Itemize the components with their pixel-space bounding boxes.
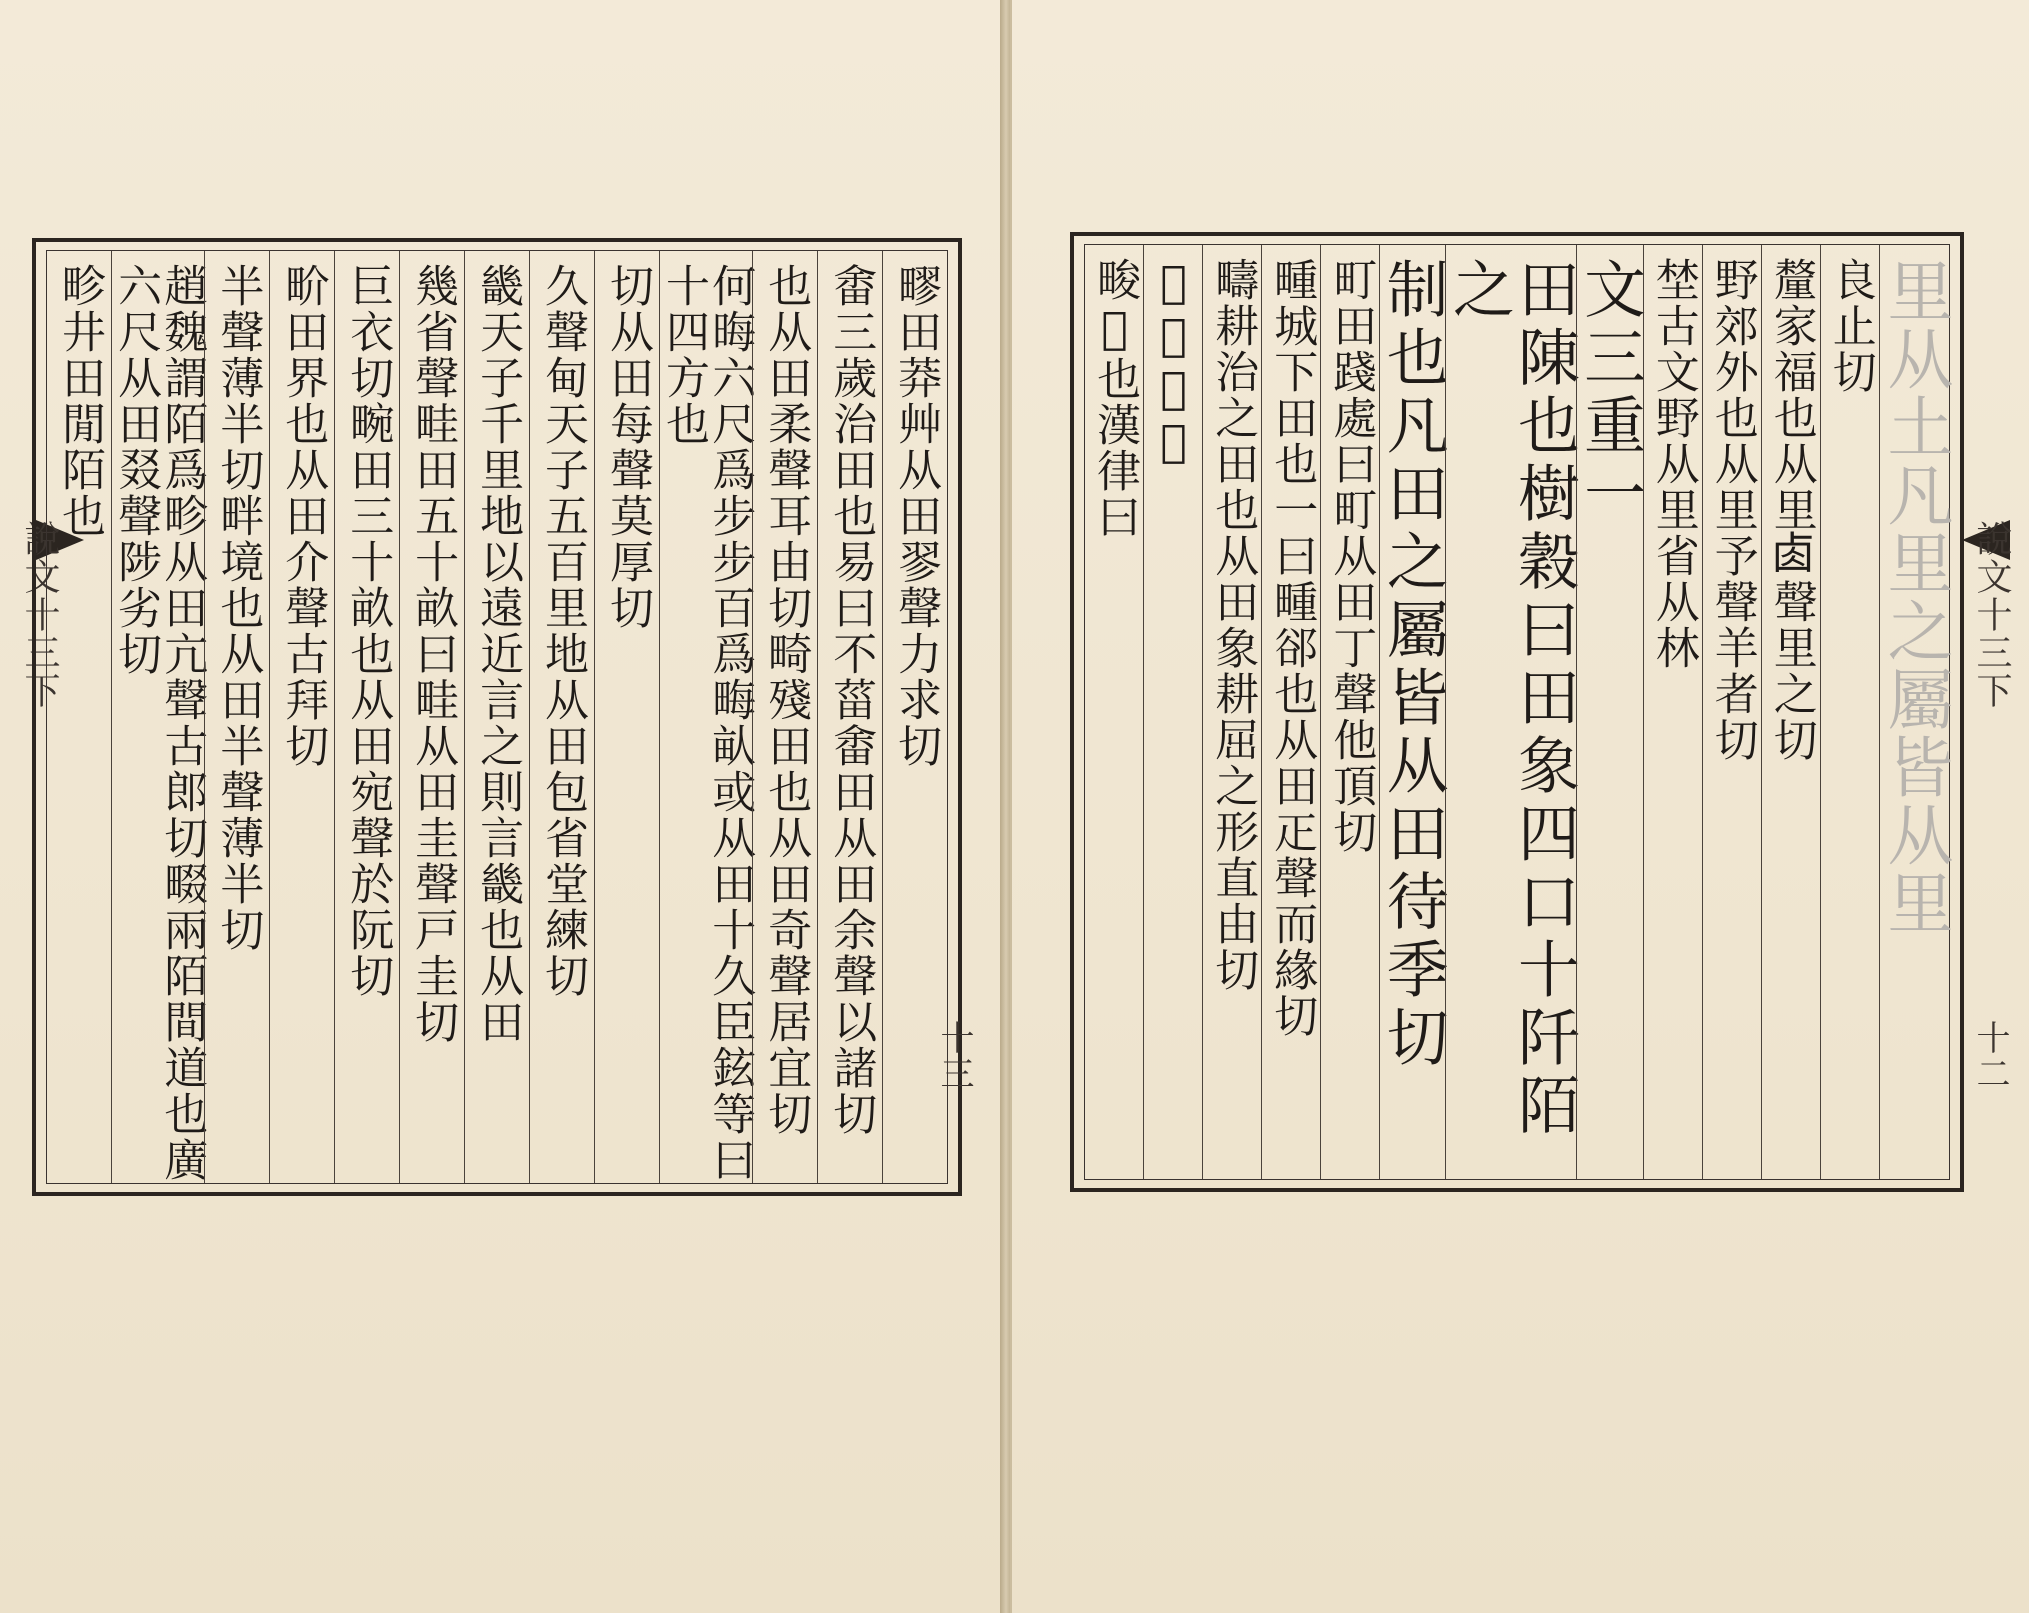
left-column: 切从田每聲莫厚切 xyxy=(594,251,659,1183)
right-column: 畽城下田也一曰畽郤也从田𤴓聲而緣切 xyxy=(1261,245,1320,1179)
left-edge-label: 說文十三下 xyxy=(19,520,60,710)
right-column: 良止切 xyxy=(1820,245,1879,1179)
left-text-frame xyxy=(32,238,962,1196)
left-column: 何晦六尺爲步步百爲畮畒或从田十久臣鉉等曰十四方也 xyxy=(659,251,752,1183)
right-column: 野郊外也从里予聲羊者切 xyxy=(1702,245,1761,1179)
left-column: 畬三歲治田也易曰不菑畬田从田余聲以諸切 xyxy=(817,251,882,1183)
left-page-number: 十三 xyxy=(934,1020,974,1092)
right-column-large: 制也凡田之屬皆从田待季切 xyxy=(1379,245,1445,1179)
right-inner-border xyxy=(1084,244,1953,1180)
right-column: 𠃬疇或省 xyxy=(1143,245,1202,1179)
right-page-number: 十二 xyxy=(1970,1020,2010,1092)
right-column: 町田踐處曰町从田丁聲他頂切 xyxy=(1320,245,1379,1179)
right-edge-label: 說文十三下 xyxy=(1971,520,2012,710)
right-page xyxy=(1010,0,2029,1613)
right-columns xyxy=(1085,245,1953,1179)
left-column: 幾省聲畦田五十畝曰畦从田圭聲戸圭切 xyxy=(399,251,464,1183)
right-column-large: 田陳也樹穀曰田象四口十阡陌之 xyxy=(1445,245,1576,1179)
left-column: 畿天子千里地以遠近言之則言畿也从田 xyxy=(464,251,529,1183)
right-column-ghost: 里从土凡里之屬皆从里 xyxy=(1879,245,1949,1179)
left-inner-border xyxy=(46,250,948,1184)
right-column: 疇耕治之田也从田象耕屈之形直由切 xyxy=(1202,245,1261,1179)
right-column: 埜古文野从里省从林 xyxy=(1643,245,1702,1179)
left-column: 久聲甸天子五百里地从田包省堂練切 xyxy=(529,251,594,1183)
left-columns xyxy=(47,251,947,1183)
left-column: 也从田柔聲耳由切畸殘田也从田奇聲居宜切 xyxy=(752,251,817,1183)
right-text-frame xyxy=(1070,232,1964,1192)
left-column: 趙魏謂陌爲畛从田亢聲古郎切畷兩陌間道也廣六尺从田叕聲陟劣切 xyxy=(111,251,204,1183)
right-column: 釐家福也从里𠧪聲里之切 xyxy=(1761,245,1820,1179)
left-column: 疁田莽艸从田翏聲力求切 xyxy=(882,251,947,1183)
left-column: 畍田界也从田介聲古拜切 xyxy=(269,251,334,1183)
right-column-large: 文三重一 xyxy=(1576,245,1642,1179)
left-column: 畛井田閒陌也 xyxy=(54,263,105,539)
left-column: 巨衣切畹田三十畝也从田宛聲於阮切 xyxy=(334,251,399,1183)
right-column: 畯𤰤也漢律曰 xyxy=(1089,257,1141,540)
left-column: 半聲薄半切畔境也从田半聲薄半切 xyxy=(204,251,269,1183)
left-page xyxy=(0,0,1004,1613)
